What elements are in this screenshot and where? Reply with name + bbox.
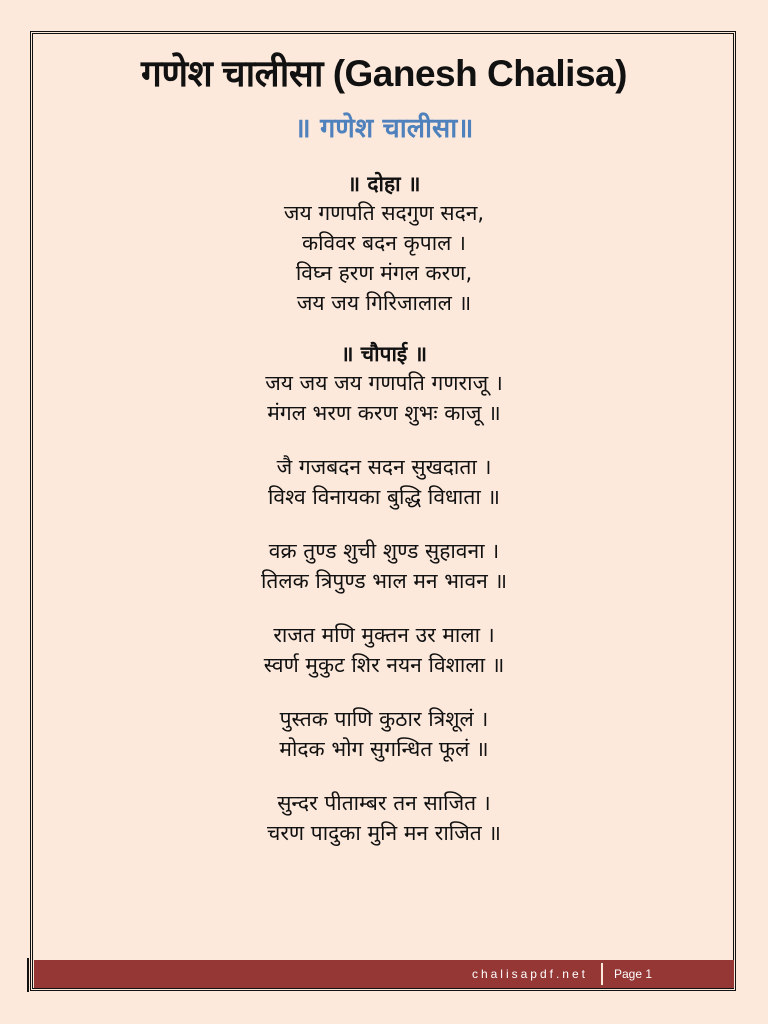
chaupai-line: सुन्दर पीताम्बर तन साजित । bbox=[277, 791, 491, 815]
doha-line: विघ्न हरण मंगल करण, bbox=[295, 261, 473, 285]
footer-divider bbox=[601, 963, 603, 985]
chaupai-stanza bbox=[34, 704, 734, 764]
chaupai-line: जै गजबदन सदन सुखदाता । bbox=[276, 455, 492, 479]
chaupai-line: तिलक त्रिपुण्ड भाल मन भावन ॥ bbox=[260, 569, 508, 593]
document-body bbox=[34, 34, 734, 872]
chaupai-stanza bbox=[34, 536, 734, 596]
margin-mark bbox=[27, 958, 29, 992]
chaupai-stanza bbox=[34, 368, 734, 428]
chaupai-line: मोदक भोग सुगन्धित फूलं ॥ bbox=[279, 737, 489, 761]
doha-line: जय जय गिरिजालाल ॥ bbox=[296, 291, 472, 315]
chaupai-line: पुस्तक पाणि कुठार त्रिशूलं । bbox=[279, 707, 489, 731]
doha-line: जय गणपति सदगुण सदन, bbox=[283, 201, 485, 225]
footer-site-link[interactable]: chalisapdf.net bbox=[471, 967, 588, 981]
doha-heading: ॥ दोहा ॥ bbox=[347, 172, 421, 196]
chaupai-stanza bbox=[34, 452, 734, 512]
chaupai-stanza bbox=[34, 620, 734, 680]
chaupai-line: विश्व विनायका बुद्धि विधाता ॥ bbox=[267, 485, 501, 509]
chaupai-line: राजत मणि मुक्तन उर माला । bbox=[273, 623, 495, 647]
page-title: गणेश चालीसा (Ganesh Chalisa) bbox=[141, 53, 627, 94]
chaupai-line: स्वर्ण मुकुट शिर नयन विशाला ॥ bbox=[263, 653, 505, 677]
page-footer bbox=[34, 960, 734, 988]
chaupai-heading: ॥ चौपाई ॥ bbox=[340, 342, 428, 366]
doha-section bbox=[34, 170, 734, 318]
chaupai-line: चरण पादुका मुनि मन राजित ॥ bbox=[266, 821, 502, 845]
chaupai-line: जय जय जय गणपति गणराजू । bbox=[265, 371, 503, 395]
doha-line: कविवर बदन कृपाल । bbox=[301, 231, 467, 255]
section-subtitle: ॥ गणेश चालीसा॥ bbox=[294, 113, 474, 144]
chaupai-section bbox=[34, 340, 734, 848]
chaupai-stanza bbox=[34, 788, 734, 848]
chaupai-line: मंगल भरण करण शुभः काजू ॥ bbox=[267, 401, 501, 425]
chaupai-line: वक्र तुण्ड शुची शुण्ड सुहावना । bbox=[268, 539, 500, 563]
page-number: Page 1 bbox=[614, 967, 653, 981]
